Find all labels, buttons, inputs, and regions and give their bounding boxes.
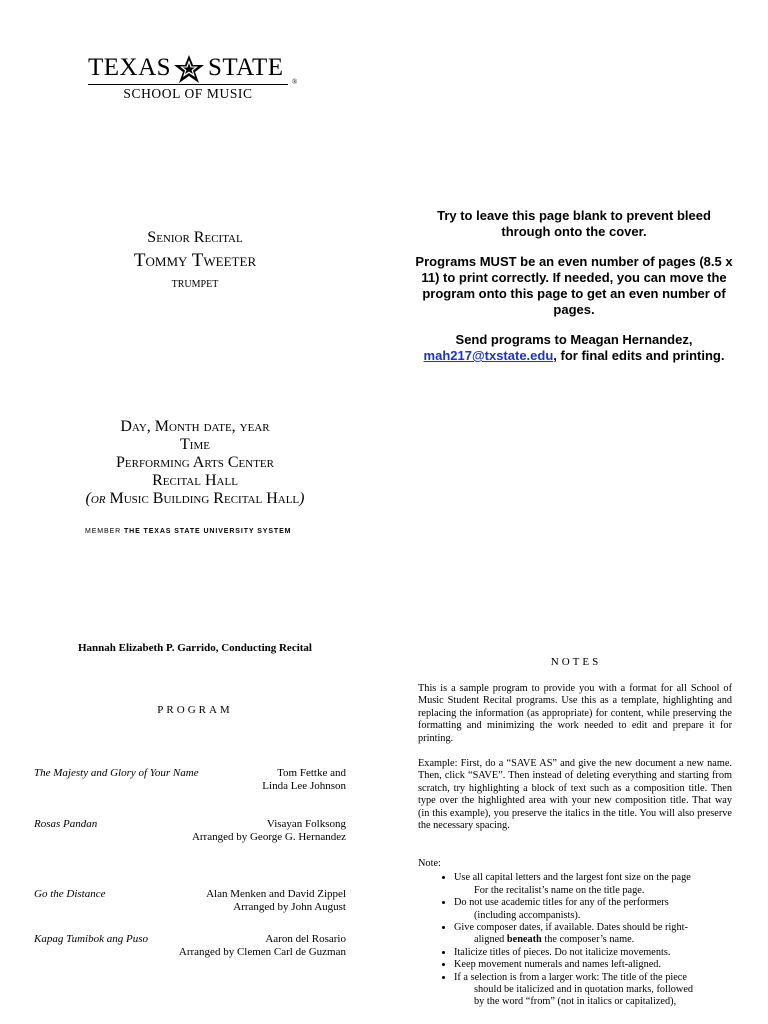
- piece-composer: [179, 933, 346, 959]
- notes-intro: [418, 683, 732, 745]
- list-item-text: by the word “from” (not in italics or capitalized),: [474, 996, 677, 1008]
- composer-line: Arranged by John August: [233, 901, 346, 913]
- list-item-text: aligned: [474, 934, 507, 946]
- list-item-text: Use all capital letters and the largest font size on the page: [454, 872, 691, 884]
- event-date: Day, Month date, year: [120, 418, 270, 435]
- composer-line: Tom Fettke and: [277, 767, 346, 779]
- composer-line: Visayan Folksong: [266, 818, 346, 830]
- event-alt-venue: [40, 490, 350, 508]
- logo-subtitle: SCHOOL OF MUSIC: [123, 86, 253, 101]
- alt-venue-open: (: [85, 490, 91, 507]
- list-item-text: [454, 934, 634, 945]
- note-label: Note:: [418, 858, 441, 869]
- piece-title: Rosas Pandan: [34, 818, 98, 830]
- list-item: [454, 959, 732, 971]
- piece-composer: [262, 767, 346, 793]
- program-piece: [34, 888, 346, 914]
- composer-line: Alan Menken and David Zippel: [206, 888, 346, 900]
- alt-venue-or: or: [90, 490, 106, 507]
- registered-mark: ®: [292, 78, 298, 86]
- piece-title: The Majesty and Glory of Your Name: [34, 767, 199, 779]
- list-item: [454, 897, 732, 922]
- program-heading: PROGRAM: [157, 704, 233, 716]
- notice-send: [414, 332, 734, 364]
- alt-venue-close: ): [299, 490, 305, 507]
- list-item: [454, 872, 732, 897]
- notice-even-pages: Programs MUST be an even number of pages (8.5 x 11) to print correctly. If needed, you can move the program onto this page to get an even number of pages.: [415, 254, 733, 317]
- composer-line: Linda Lee Johnson: [262, 780, 346, 792]
- notes-paragraph: Example: First, do a “SAVE AS” and give the new document a new name. Then, click “SAVE”. Then instead of deleting everything and starting from scratch, try highlighting a block of text such as a composition title. Then type over the highlighted area with your new composition title. That way (in this example), you preserve the italics in the title. You will also preserve the necessary spacing.: [418, 758, 732, 832]
- logo-word-state: STATE: [208, 54, 284, 81]
- list-item-emphasis: beneath: [506, 934, 542, 946]
- notice-send-prefix: Send programs to Meagan Hernandez,: [455, 332, 693, 347]
- piece-title: Go the Distance: [34, 888, 106, 900]
- list-item-text: should be italicized and in quotation marks, followed: [474, 984, 694, 996]
- list-item-text: For the recitalist’s name on the title page.: [474, 884, 645, 896]
- notes-list: [418, 858, 732, 1009]
- piece-composer: [206, 888, 346, 914]
- event-venue: Performing Arts Center: [116, 454, 274, 471]
- list-item-text: Italicize titles of pieces. Do not italicize movements.: [454, 946, 671, 958]
- printing-notice: [414, 208, 734, 378]
- alt-venue-name: Music Building Recital Hall: [105, 490, 300, 507]
- member-system: THE TEXAS STATE UNIVERSITY SYSTEM: [123, 528, 292, 535]
- list-item-text: the composer’s name.: [541, 934, 635, 946]
- list-item-text: Do not use academic titles for any of the performers: [454, 897, 669, 909]
- list-item-text: If a selection is from a larger work: The title of the piece: [454, 971, 687, 983]
- piece-title: Kapag Tumibok ang Puso: [34, 933, 148, 945]
- program-piece: [34, 818, 346, 844]
- notes-example: [418, 758, 732, 832]
- list-item-text: (including accompanists).: [474, 909, 581, 921]
- list-item: [454, 922, 732, 947]
- logo-divider: [88, 84, 288, 85]
- composer-line: Arranged by Clemen Carl de Guzman: [178, 946, 346, 958]
- member-prefix: MEMBER: [85, 528, 124, 535]
- event-time: Time: [180, 436, 210, 453]
- instrument: trumpet: [171, 276, 219, 291]
- event-hall: Recital Hall: [152, 472, 238, 489]
- list-item: [454, 947, 732, 959]
- program-piece: [34, 767, 346, 793]
- list-item-text: Keep movement numerals and names left-aligned.: [454, 959, 662, 971]
- recital-name: Hannah Elizabeth P. Garrido, Conducting Recital: [78, 642, 312, 654]
- piece-composer: [192, 818, 346, 844]
- notes-paragraph: This is a sample program to provide you with a format for all School of Music Student Recital programs. Use this as a template, highlighting and replacing the information (as appropriate) for content, while preserving the formatting and minimizing the work needed to edit and prepare it for printing.: [418, 683, 732, 744]
- email-link[interactable]: mah217@txstate.edu: [423, 348, 554, 363]
- composer-line: Arranged by George G. Hernandez: [191, 831, 346, 843]
- notes-heading: NOTES: [550, 656, 602, 668]
- composer-line: Aaron del Rosario: [265, 933, 346, 945]
- logo-word-texas: TEXAS: [88, 54, 172, 81]
- member-line: [85, 528, 300, 535]
- program-piece: [34, 933, 346, 959]
- recital-type: Senior Recital: [147, 229, 243, 246]
- texas-state-logo: [88, 52, 300, 84]
- list-item: [454, 972, 732, 1009]
- list-item-text: Give composer dates, if available. Dates should be right-: [454, 922, 688, 934]
- notice-send-suffix: , for final edits and printing.: [553, 348, 725, 363]
- performer-name: Tommy Tweeter: [133, 250, 257, 271]
- star-icon: [172, 54, 206, 84]
- notice-blank-page: Try to leave this page blank to prevent bleed through onto the cover.: [437, 208, 711, 239]
